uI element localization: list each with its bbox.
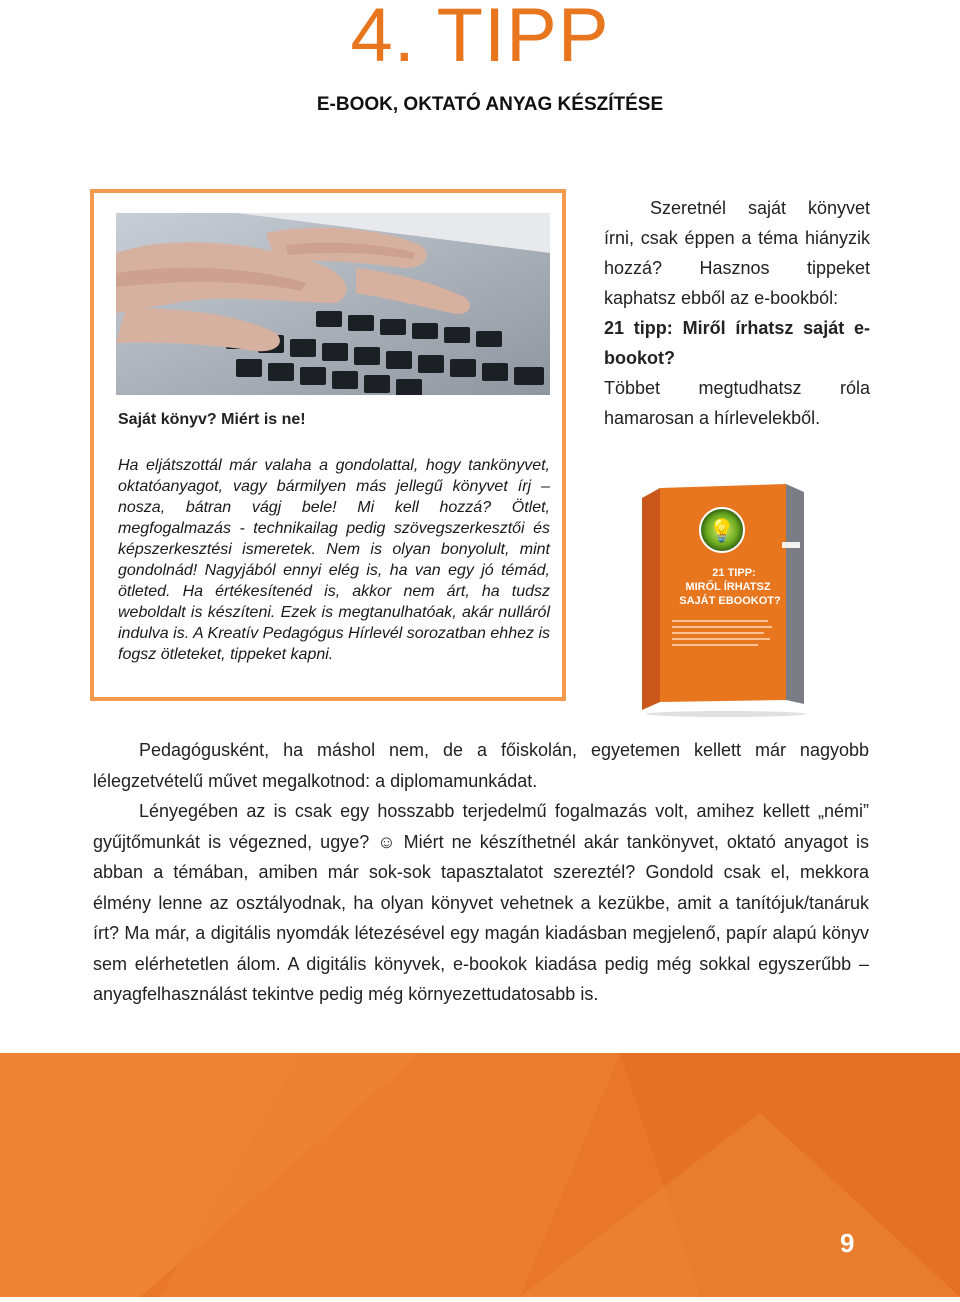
main-paragraph: Pedagógusként, ha máshol nem, de a főiskolán, egyetemen kellett már nagyobb lélegzetvételű művet megalkotnod: a diplomamunkádat.: [93, 740, 869, 791]
ebook-cover-image: [636, 478, 816, 718]
laptop-typing-image: [116, 213, 550, 395]
box-title: Saját könyv? Miért is ne!: [118, 411, 306, 428]
sidebar-intro: Szeretnél saját könyvet írni, csak éppen a téma hiányzik hozzá? Hasznos tippeket kaphatsz ebből az e-bookból:: [604, 198, 870, 308]
box-body-text: Ha eljátszottál már valaha a gondolattal, hogy tankönyvet, oktatóanyagot, vagy bármilyen más jellegű könyvet írj – nosza, bátran vágj bele! Mi kell hozzá? Ötlet, megfogalmazás - technikailag pedig szövegszerkesztői és képszerkesztési ismeretek. Nem is olyan bonyolult, mint gondolnád! Nagyjából ennyi elég is, ha van egy jó témád, ötleted. Ha értékesítenéd is, akkor nem árt, ha tudsz weboldalt is készíteni. Ezek is megtanulhatóak, akár nulláról indulva is. A Kreatív Pedagógus Hírlevél sorozatban ehhez is fogsz ötleteket, tippeket kapni.: [118, 457, 550, 663]
page-heading: 4. TIPP: [350, 0, 610, 78]
cover-line-3: SAJÁT EBOOKOT?: [679, 595, 781, 607]
info-box: [90, 189, 566, 701]
sidebar-outro: Többet megtudhatsz róla hamarosan a hírlevelekből.: [604, 378, 870, 428]
main-paragraph: Lényegében az is csak egy hosszabb terjedelmű fogalmazás volt, amihez kellett „némi” gyűjtőmunkát is végezned, ugye? ☺ Miért ne készíthetnél akár tankönyvet, oktató anyagot is abban a témában, amiben már sok-sok tapasztalatot szereztél? Gondold csak el, mekkora élmény lenne az osztályodnak, ha olyan könyvet vehetnek a kezükbe, amit a tanítójuk/tanáruk írt? Ma már, a digitális nyomdák létezésével egy magán kiadásban megjelenő, papír alapú könyv sem elérhetetlen álom. A digitális könyvek, e-bookok kiadása pedig még sokkal egyszerűbb – anyagfelhasználást tekintve pedig még környezettudatosabb is.: [93, 801, 869, 1004]
footer-banner: [0, 1053, 960, 1297]
cover-line-2: MIRŐL ÍRHATSZ: [685, 581, 771, 593]
page-number: 9: [840, 1228, 855, 1258]
sidebar-text: [604, 193, 870, 433]
cover-line-1: 21 TIPP:: [712, 567, 756, 579]
main-text: [93, 735, 869, 1010]
page-subheading: E-BOOK, OKTATÓ ANYAG KÉSZÍTÉSE: [316, 94, 664, 115]
svg-text:💡: 💡: [708, 519, 736, 544]
ebook-title: 21 tipp: Miről írhatsz saját e-bookot?: [604, 318, 870, 368]
